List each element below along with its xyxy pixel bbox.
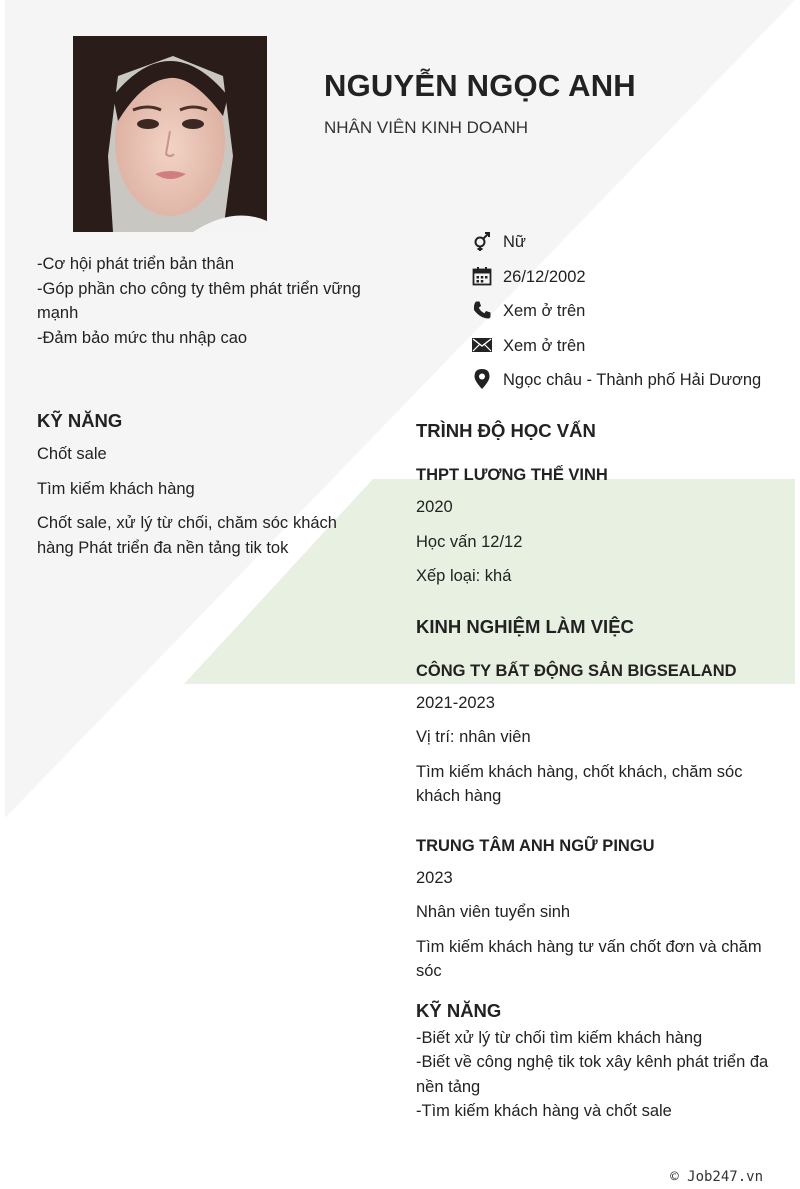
gender-value: Nữ [503, 233, 526, 251]
company-name: TRUNG TÂM ANH NGỮ PINGU [416, 836, 655, 855]
contact-birthday [471, 265, 771, 290]
job-entry [416, 662, 776, 809]
experience-section [416, 616, 776, 984]
skills-section-right [416, 1000, 776, 1124]
education-title: TRÌNH ĐỘ HỌC VẤN [416, 420, 596, 441]
job-description: Tìm kiếm khách hàng, chốt khách, chăm sóc khách hàng [416, 762, 743, 805]
experience-title: KINH NGHIỆM LÀM VIỆC [416, 615, 634, 637]
education-grade: Xếp loại: khá [416, 567, 512, 585]
location-pin-icon [471, 368, 493, 390]
job-period: 2021-2023 [416, 693, 495, 712]
skill-item: Chốt sale, xử lý từ chối, chăm sóc khách hàng Phát triển đa nền tảng tik tok [37, 514, 337, 557]
skill-item: Tìm kiếm khách hàng [37, 479, 195, 498]
candidate-name: NGUYỄN NGỌC ANH [324, 68, 636, 103]
education-level: Học vấn 12/12 [416, 532, 523, 551]
skill-line: -Biết xử lý từ chối tìm kiếm khách hàng [416, 1028, 703, 1047]
company-name: CÔNG TY BẤT ĐỘNG SẢN BIGSEALAND [416, 661, 737, 680]
gender-icon [471, 230, 493, 252]
education-section [416, 420, 776, 589]
objective-line: -Đảm bảo mức thu nhập cao [37, 328, 248, 347]
job-position: Vị trí: nhân viên [416, 728, 531, 746]
objective-line: -Cơ hội phát triển bản thân [37, 255, 235, 273]
job-period: 2023 [416, 868, 453, 887]
calendar-icon [471, 265, 493, 287]
email-value: Xem ở trên [503, 336, 586, 355]
education-year: 2020 [416, 498, 453, 516]
skills-section-left [37, 410, 337, 560]
school-name: THPT LƯƠNG THẾ VINH [416, 466, 608, 484]
skills-title: KỸ NĂNG [37, 410, 123, 431]
contact-phone [471, 299, 771, 324]
profile-photo [73, 36, 267, 232]
address-value: Ngọc châu - Thành phố Hải Dương [503, 371, 762, 389]
career-objective [37, 252, 382, 350]
birthday-value: 26/12/2002 [503, 267, 586, 286]
objective-line: -Góp phần cho công ty thêm phát triển vững mạnh [37, 279, 361, 322]
job-description: Tìm kiếm khách hàng tư vấn chốt đơn và chăm sóc [416, 937, 762, 980]
contact-gender [471, 230, 771, 255]
job-entry [416, 837, 776, 984]
phone-value: Xem ở trên [503, 302, 586, 320]
right-column [416, 420, 776, 1124]
skills-title: KỸ NĂNG [416, 999, 502, 1021]
skill-line: -Biết về công nghệ tik tok xây kênh phát triển đa nền tảng [416, 1053, 769, 1096]
skill-line: -Tìm kiếm khách hàng và chốt sale [416, 1102, 672, 1120]
contact-email [471, 334, 771, 359]
skills-list [416, 1026, 776, 1124]
skill-item: Chốt sale [37, 445, 107, 463]
contact-info [471, 230, 771, 403]
footer-copyright: © Job247.vn [670, 1169, 763, 1185]
contact-address [471, 368, 771, 393]
candidate-job-title: NHÂN VIÊN KINH DOANH [324, 118, 529, 137]
job-position: Nhân viên tuyển sinh [416, 903, 571, 921]
mail-icon [471, 334, 493, 356]
phone-icon [471, 299, 493, 321]
